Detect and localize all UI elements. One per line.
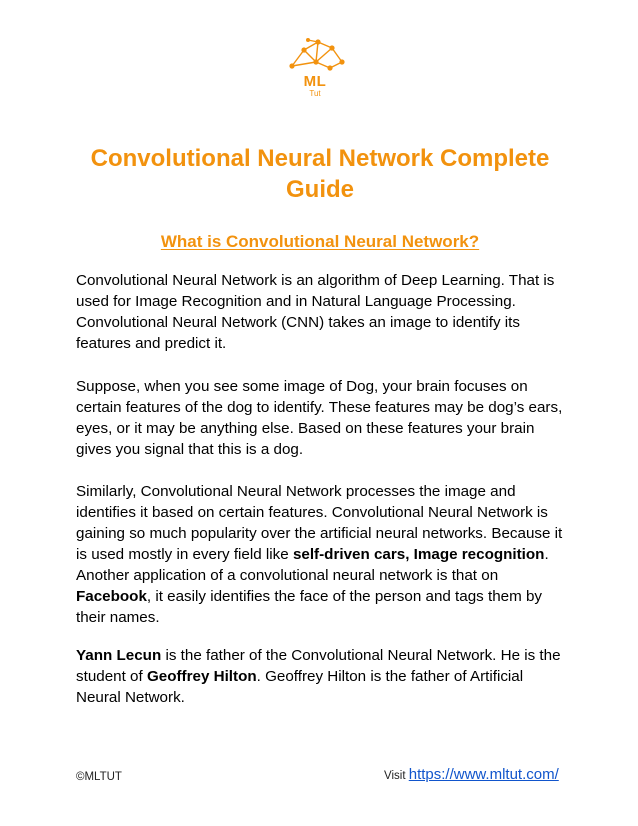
paragraph-cnn-applications [76, 481, 566, 628]
paragraph-dog-example: Suppose, when you see some image of Dog, your brain focuses on certain features of the dog to identify. These features may be dog’s ears, eyes, or it may be anything else. Based on these features your brain gives you signal that this is a dog. [76, 378, 563, 458]
bold-yann-lecun: Yann Lecun [76, 647, 162, 664]
paragraph-cnn-definition: Convolutional Neural Network is an algorithm of Deep Learning. That is used for Image Recognition and in Natural Language Processing. Convolutional Neural Network (CNN) takes an image to identify its features and predict it. [76, 272, 555, 352]
footer-visit-label: Visit [384, 770, 406, 782]
paragraph-text: Similarly, Convolutional Neural Network processes the image and identifies it based on certain features. Convolutional Neural Network is gaining so much popularity over the artificial neural networks. Because it is used mostly in every field like [76, 483, 563, 563]
bold-geoffrey-hilton: Geoffrey Hilton [146, 668, 257, 685]
network-nodes-icon [282, 36, 352, 76]
logo-wordmark: ML [303, 73, 327, 90]
paragraph-cnn-history [76, 645, 566, 708]
footer-website-link[interactable]: https://www.mltut.com/ [408, 766, 559, 783]
paragraph-text: . Another application of a convolutional neural network is that on [76, 546, 549, 584]
footer-copyright: ©MLTUT [76, 771, 122, 783]
paragraph-text: . Geoffrey Hilton is the father of Artificial Neural Network. [76, 668, 524, 706]
footer-visit [384, 767, 559, 784]
bold-applications: self-driven cars, Image recognition [292, 546, 545, 563]
paragraph-text: , it easily identifies the face of the person and tags them by their names. [76, 588, 543, 626]
bold-facebook: Facebook [76, 588, 147, 605]
paragraph-text: is the father of the Convolutional Neural Network. He is the student of [76, 647, 561, 685]
mltut-logo [282, 36, 352, 102]
page-title: Convolutional Neural Network Complete Guide [90, 145, 550, 203]
section-heading: What is Convolutional Neural Network? [160, 232, 480, 251]
logo-subtext: Tut [309, 89, 321, 98]
